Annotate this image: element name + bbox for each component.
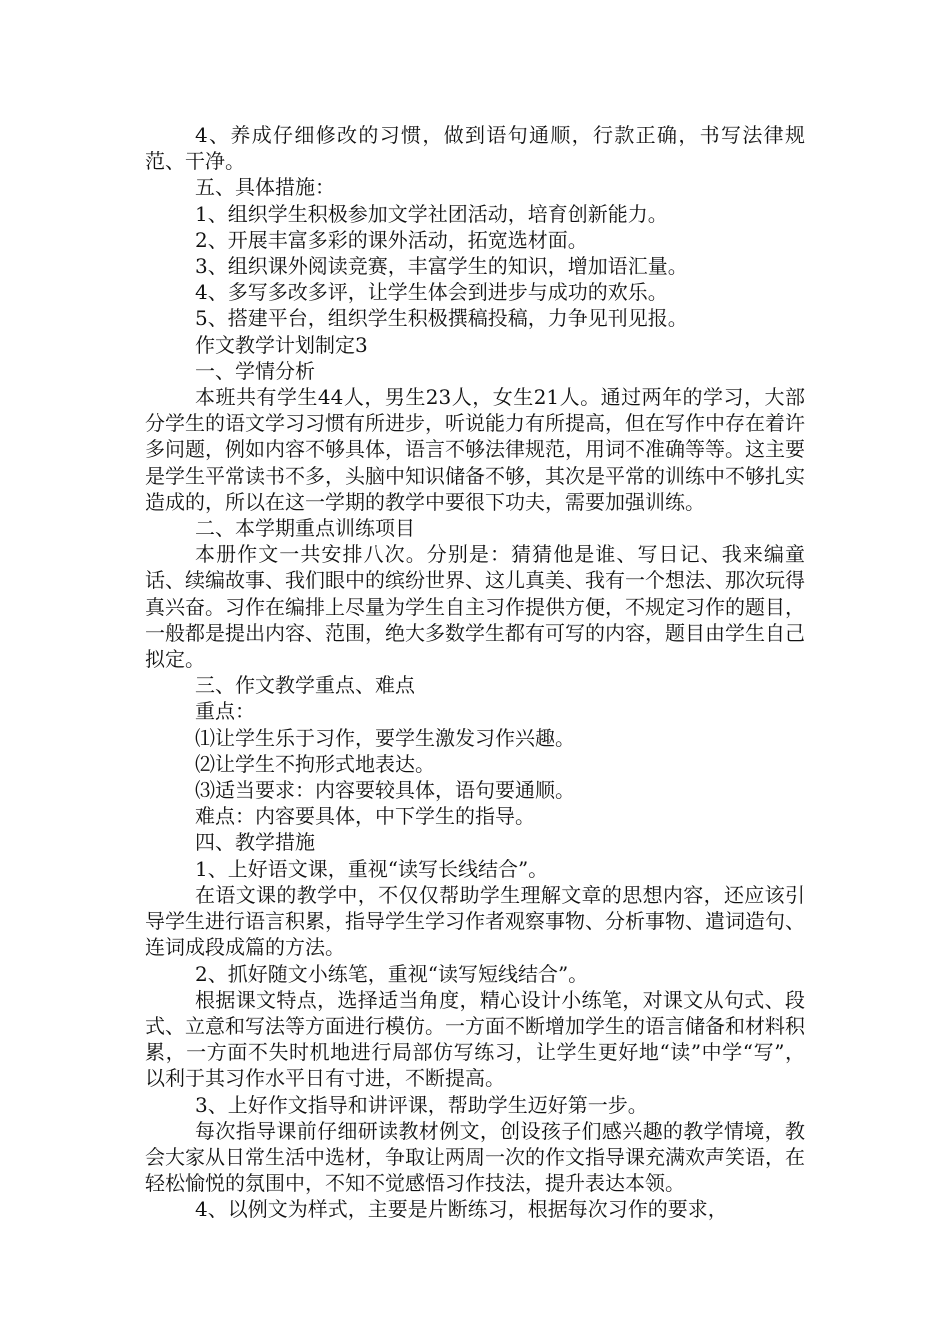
list-item: ⑵让学生不拘形式地表达。 [195,751,435,776]
list-item: 3、组织课外阅读竞赛，丰富学生的知识，增加语汇量。 [195,254,688,279]
paragraph: 每次指导课前仔细研读教材例文，创设孩子们感兴趣的教学情境，教会大家从日常生活中选材，争取让两周一次的作文指导课充满欢声笑语，在轻松愉悦的氛围中，不知不觉感悟习作技法，提升表达本领。 [145,1118,805,1196]
section-heading: 一、学情分析 [195,358,315,383]
subheading: 重点： [195,699,255,724]
paragraph: 在语文课的教学中，不仅仅帮助学生理解文章的思想内容，还应该引导学生进行语言积累，指导学生学习作者观察事物、分析事物、遣词造句、连词成段成篇的方法。 [145,882,805,960]
article-title: 作文教学计划制定3 [195,332,368,357]
section-heading: 三、作文教学重点、难点 [195,673,415,698]
document-body [145,122,805,1223]
paragraph: 本班共有学生44人，男生23人，女生21人。通过两年的学习，大部分学生的语文学习习惯有所进步，听说能力有所提高，但在写作中存在着许多问题，例如内容不够具体，语言不够法律规范，用词不准确等等。这主要是学生平常读书不多，头脑中知识储备不够，其次是平常的训练中不够扎实造成的，所以在这一学期的教学中要很下功夫，需要加强训练。 [145,385,805,514]
paragraph: 难点：内容要具体，中下学生的指导。 [195,804,535,829]
list-item: 1、上好语文课，重视“读写长线结合”。 [195,856,549,881]
paragraph: 4、养成仔细修改的习惯，做到语句通顺，行款正确，书写法律规范、干净。 [145,123,805,174]
section-heading: 二、本学期重点训练项目 [195,516,415,541]
list-item: 3、上好作文指导和讲评课，帮助学生迈好第一步。 [195,1092,648,1117]
paragraph: 根据课文特点，选择适当角度，精心设计小练笔，对课文从句式、段式、立意和写法等方面进行模仿。一方面不断增加学生的语言储备和材料积累，一方面不失时机地进行局部仿写练习，让学生更好地“读”中学“写”，以利于其习作水平日有寸进，不断提高。 [145,987,805,1091]
list-item: 5、搭建平台，组织学生积极撰稿投稿，力争见刊见报。 [195,306,688,331]
list-item: 4、多写多改多评，让学生体会到进步与成功的欢乐。 [195,280,668,305]
list-item: ⑴让学生乐于习作，要学生激发习作兴趣。 [195,725,575,750]
section-heading: 四、教学措施 [195,830,315,855]
list-item: ⑶适当要求：内容要较具体，语句要通顺。 [195,778,575,803]
section-heading: 五、具体措施： [195,175,335,200]
list-item: 2、抓好随文小练笔，重视“读写短线结合”。 [195,961,589,986]
paragraph: 本册作文一共安排八次。分别是：猜猜他是谁、写日记、我来编童话、续编故事、我们眼中的缤纷世界、这儿真美、我有一个想法、那次玩得真兴奋。习作在编排上尽量为学生自主习作提供方便，不规定习作的题目，一般都是提出内容、范围，绝大多数学生都有可写的内容，题目由学生自己拟定。 [145,542,805,672]
list-item: 4、以例文为样式，主要是片断练习，根据每次习作的要求， [195,1197,728,1222]
list-item: 2、开展丰富多彩的课外活动，拓宽选材面。 [195,227,588,252]
list-item: 1、组织学生积极参加文学社团活动，培育创新能力。 [195,201,668,226]
